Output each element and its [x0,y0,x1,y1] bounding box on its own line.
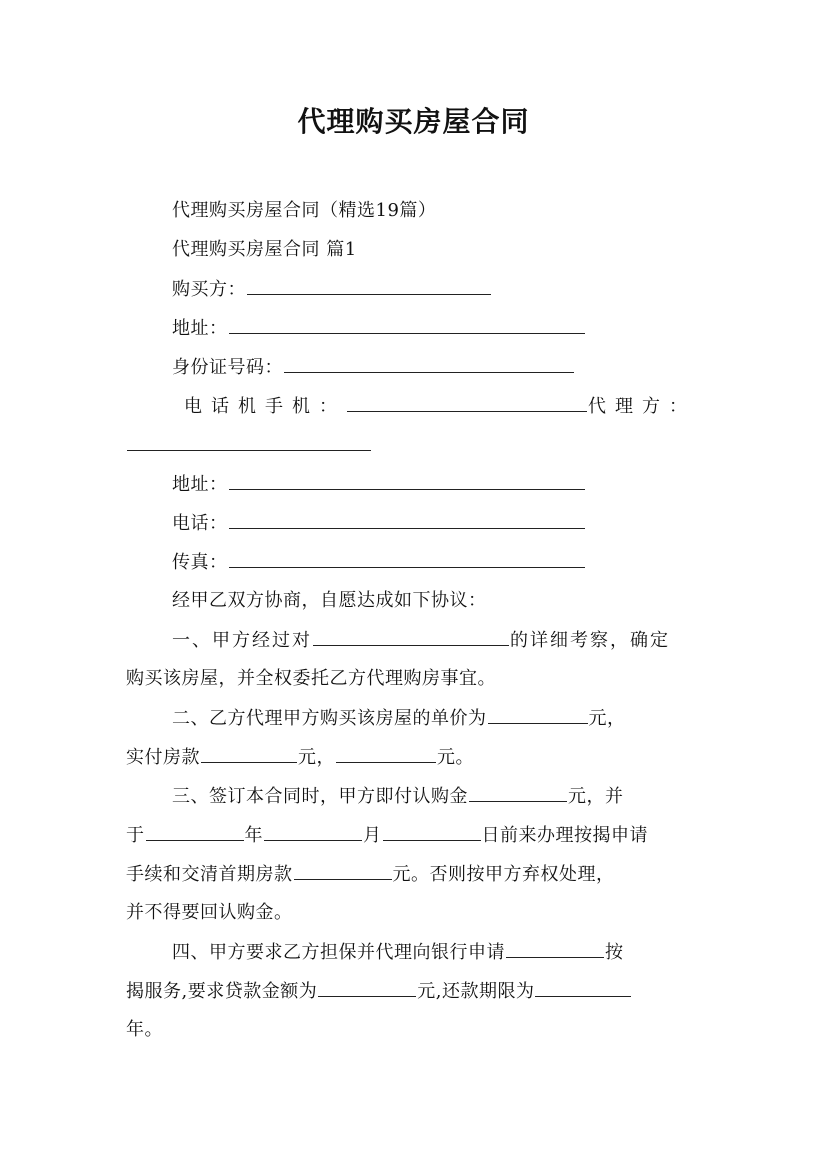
clause-2-text-a: 二、乙方代理甲方购买该房屋的单价为 [172,708,487,729]
clause-3-blank-deposit [469,783,567,802]
id-number-line [172,354,575,381]
clause-1-line-1 [172,627,702,654]
clause-1-text-b: 的详细考察，确定 [510,630,670,651]
agent-blank-line [126,432,372,459]
agent-blank [127,432,371,451]
agent-address-line [172,471,586,498]
clause-2-line-2 [126,744,474,771]
clause-2-blank-payment-2 [336,744,436,763]
buyer-blank [247,276,491,295]
subtitle: 代理购买房屋合同（精选19篇） [172,200,437,221]
clause-3-blank-year [146,822,244,841]
agent-phone-line [172,510,586,537]
clause-3-text-f: 日前来办理按揭申请 [481,825,648,846]
clause-2-text-e: 元。 [437,747,474,768]
agent-phone-blank [229,510,585,529]
clause-2-text-b: 元， [588,708,626,729]
clause-4-line-3: 年。 [126,1019,163,1040]
clause-3-line-3 [126,861,615,888]
agreement-line: 经甲乙双方协商，自愿达成如下协议： [172,590,487,611]
clause-4-blank-loan [318,978,416,997]
clause-3-line-1 [172,783,624,810]
clause-3-blank-month [264,822,362,841]
agent-fax-line [172,549,586,576]
clause-3-text-d: 年 [244,825,263,846]
clause-2-blank-payment [201,744,297,763]
agent-fax-blank [229,549,585,568]
phone-mobile-blank [347,393,587,412]
clause-4-text-a: 四、甲方要求乙方担保并代理向银行申请 [172,942,505,963]
clause-2-blank-price [488,705,588,724]
clause-3-blank-down-payment [294,861,392,880]
agent-phone-label: 电话： [172,513,228,534]
agent-address-blank [229,471,585,490]
buyer-line [172,276,492,303]
clause-4-text-c: 揭服务,要求贷款金额为 [126,981,318,1002]
id-number-label: 身份证号码： [172,357,283,378]
clause-4-line-1 [172,939,624,966]
buyer-address-blank [229,315,585,334]
agent-fax-label: 传真： [172,552,228,573]
clause-4-blank-bank [506,939,604,958]
agent-label: 代理方： [588,396,696,417]
buyer-label: 购买方： [172,279,246,300]
clause-3-line-2 [126,822,648,849]
agent-address-label: 地址： [172,474,228,495]
clause-3-text-e: 月 [363,825,382,846]
clause-3-blank-day [383,822,481,841]
clause-4-text-b: 按 [605,942,624,963]
clause-3-text-g: 手续和交清首期房款 [126,864,293,885]
clause-2-text-c: 实付房款 [126,747,200,768]
buyer-address-label: 地址： [172,318,228,339]
clause-1-line-2: 购买该房屋，并全权委托乙方代理购房事宜。 [126,668,496,689]
clause-2-line-1 [172,705,626,732]
clause-1-text-a: 一、甲方经过对 [172,630,312,651]
clause-3-text-c: 于 [126,825,145,846]
clause-2-text-d: 元， [298,747,335,768]
section-heading: 代理购买房屋合同 篇1 [172,239,357,260]
clause-1-blank [313,627,509,646]
clause-4-text-d: 元,还款期限为 [417,981,535,1002]
clause-4-line-2 [126,978,632,1005]
clause-3-text-h: 元。否则按甲方弃权处理， [392,864,615,885]
id-number-blank [284,354,574,373]
phone-mobile-label: 电话机手机： [184,396,346,417]
clause-3-text-b: 元，并 [568,786,624,807]
clause-4-blank-term [535,978,631,997]
clause-3-text-a: 三、签订本合同时，甲方即付认购金 [172,786,468,807]
buyer-address-line [172,315,586,342]
phone-agent-line [184,393,696,420]
clause-3-line-4: 并不得要回认购金。 [126,902,293,923]
document-title: 代理购买房屋合同 [297,105,530,138]
